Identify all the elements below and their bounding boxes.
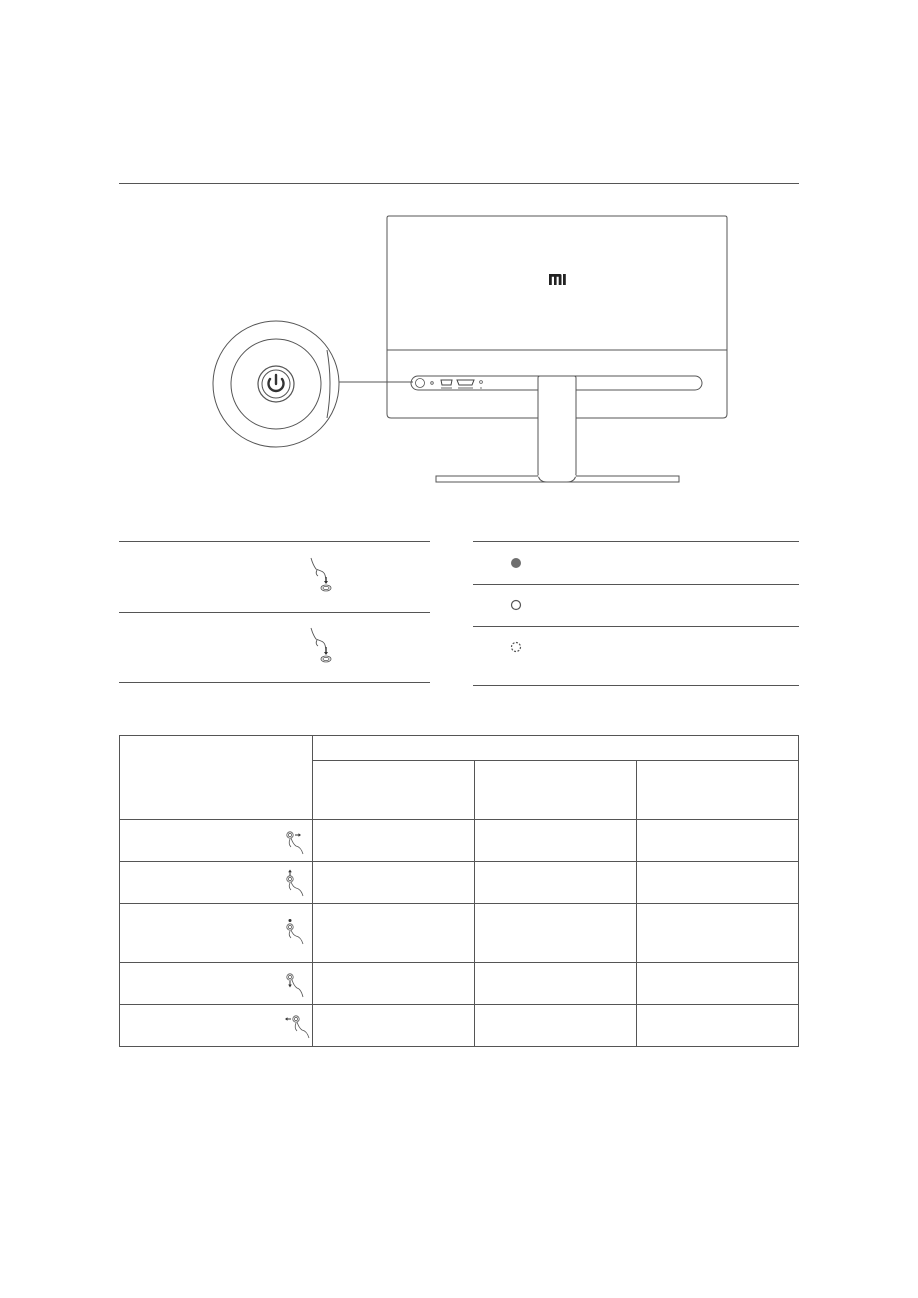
ops-rule-mid [119, 612, 430, 613]
press-hand-icon [309, 557, 339, 593]
power-button-zoom [213, 321, 339, 447]
press-hold-hand-icon [309, 627, 339, 665]
mi-logo [549, 274, 566, 285]
control-table [119, 735, 799, 1047]
indicator-rule-3 [473, 626, 799, 627]
joystick-right-icon [284, 830, 310, 856]
joystick-down-icon [284, 973, 310, 1001]
joystick-up-icon [284, 869, 310, 897]
joystick-up-2-icon [284, 918, 310, 946]
indicator-rule-2 [473, 584, 799, 585]
blinking-dot-icon [509, 640, 523, 654]
indicator-rule-4 [473, 685, 799, 686]
solid-dot-icon [509, 556, 523, 570]
hollow-dot-icon [509, 598, 523, 612]
monitor-back-diagram [200, 205, 740, 495]
joystick-left-icon [284, 1014, 312, 1040]
monitor-body [387, 216, 727, 482]
indicator-rule-1 [473, 541, 799, 542]
ops-rule-bottom [119, 682, 430, 683]
ops-rule-top [119, 541, 430, 542]
top-rule [119, 183, 799, 184]
